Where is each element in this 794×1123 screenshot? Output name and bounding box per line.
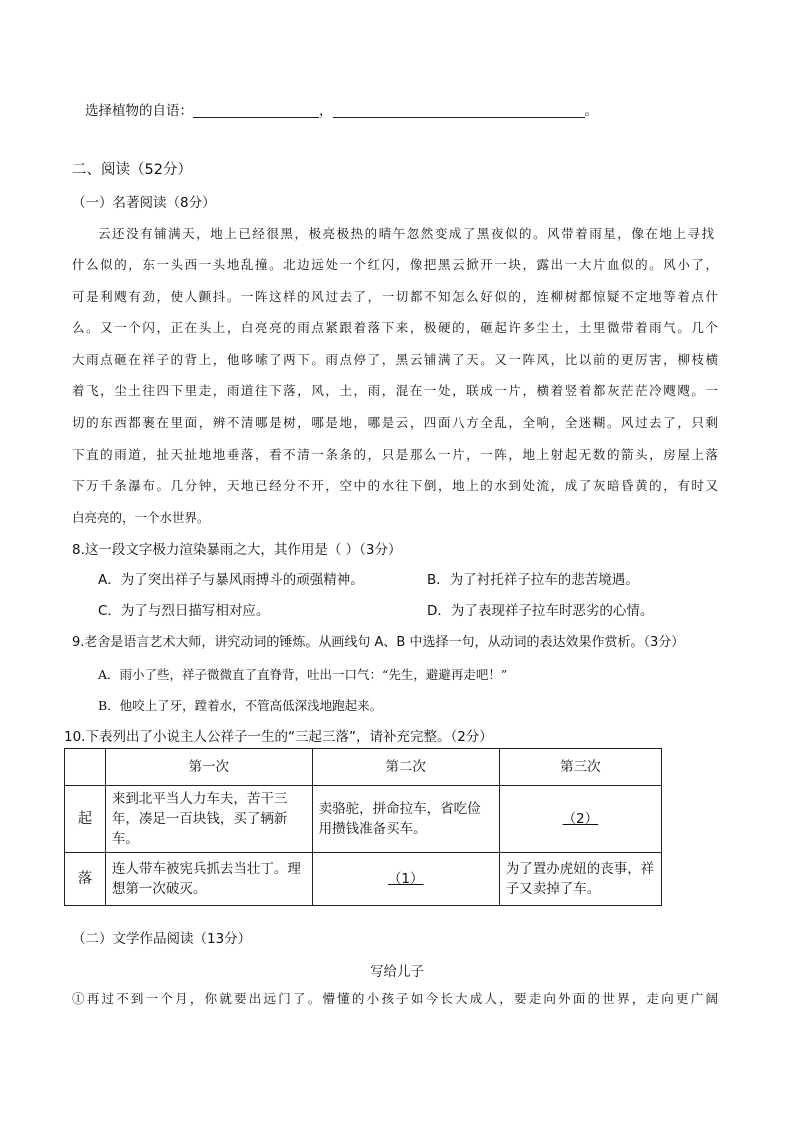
answer-blank-2[interactable] bbox=[333, 103, 585, 118]
table-header-cell: 第一次 bbox=[105, 749, 312, 786]
answer-cell-1[interactable] bbox=[312, 853, 499, 906]
table-header-cell: 第二次 bbox=[312, 749, 499, 786]
passage-line: 白亮亮的，一个水世界。 bbox=[72, 510, 210, 525]
passage-line: 下万千条瀑布。几分钟，天地已经分不开，空中的水往下倒，地上的水到处流，成了灰暗昏黄的，有时又 bbox=[72, 478, 718, 493]
intro-label: 选择植物的自语： bbox=[85, 103, 193, 119]
passage-line: 云还没有铺满天，地上已经很黑，极亮极热的晴午忽然变成了黑夜似的。风带着雨星，像在地上寻找 bbox=[98, 226, 714, 241]
table-header-cell: 第三次 bbox=[499, 749, 661, 786]
table-cell: 为了置办虎妞的丧事，祥子又卖掉了车。 bbox=[499, 853, 661, 906]
question-10-stem: 10.下表列出了小说主人公祥子一生的“三起三落”，请补充完整。（2分） bbox=[64, 729, 493, 745]
q8-option-c[interactable]: C．为了与烈日描写相对应。 bbox=[98, 603, 270, 619]
row-label-rise: 起 bbox=[65, 786, 106, 853]
essay-title: 写给儿子 bbox=[370, 964, 424, 980]
table-header-cell bbox=[65, 749, 106, 786]
passage-line: 什么似的，东一头西一头地乱撞。北边远处一个红闪，像把黑云掀开一块，露出一大片血似的。风小了， bbox=[72, 257, 718, 272]
answer-blank-1[interactable] bbox=[193, 103, 319, 118]
q8-option-a[interactable]: A．为了突出祥子与暴风雨搏斗的顽强精神。 bbox=[98, 572, 364, 588]
q9-sentence-a: A．雨小了些，祥子微微直了直脊背，吐出一口气：“先生，避避再走吧！” bbox=[98, 667, 508, 682]
q9-sentence-b: B．他咬上了牙，蹚着水，不管高低深浅地跑起来。 bbox=[98, 698, 383, 713]
answer-marker-1: （1） bbox=[387, 871, 424, 887]
intro-comma: ， bbox=[319, 103, 333, 119]
subsection-heading-2: （二）文学作品阅读（13分） bbox=[72, 931, 252, 947]
subsection-heading-1: （一）名著阅读（8分） bbox=[72, 195, 216, 211]
passage-line: 着飞，尘土往四下里走，雨道往下落，风，土，雨，混在一处，联成一片，横着竖着都灰茫茫冷飕飕。一 bbox=[72, 383, 718, 398]
answer-marker-2: （2） bbox=[562, 811, 599, 827]
plant-monologue-line bbox=[85, 102, 598, 120]
passage-line: 么。又一个闪，正在头上，白亮亮的雨点紧跟着落下来，极硬的，砸起许多尘土，土里微带着雨气。几个 bbox=[72, 320, 718, 335]
table-header-row bbox=[65, 749, 662, 786]
passage-line: 大雨点砸在祥子的背上，他哆嗦了两下。雨点停了，黑云铺满了天。又一阵风，比以前的更厉害，柳枝横 bbox=[72, 352, 718, 367]
question-9-stem: 9.老舍是语言艺术大师，讲究动词的锤炼。从画线句 A、B 中选择一句，从动词的表达效果作赏析。（3分） bbox=[72, 635, 685, 650]
answer-cell-2[interactable] bbox=[499, 786, 661, 853]
rise-fall-table bbox=[64, 748, 662, 906]
table-row bbox=[65, 786, 662, 853]
table-cell: 连人带车被宪兵抓去当壮丁。理想第一次破灭。 bbox=[105, 853, 312, 906]
essay-paragraph-1: ①再过不到一个月，你就要出远门了。懵懂的小孩子如今长大成人，要走向外面的世界，走向更广阔 bbox=[72, 991, 718, 1006]
q8-option-b[interactable]: B．为了衬托祥子拉车的悲苦境遇。 bbox=[427, 572, 639, 588]
table-cell: 来到北平当人力车夫，苦干三年，凑足一百块钱，买了辆新车。 bbox=[105, 786, 312, 853]
row-label-fall: 落 bbox=[65, 853, 106, 906]
passage-line: 切的东西都裹在里面，辨不清哪是树，哪是地，哪是云，四面八方全乱，全响，全迷糊。风过去了，只剩 bbox=[72, 415, 718, 430]
question-8-stem: 8.这一段文字极力渲染暴雨之大，其作用是（ ）（3分） bbox=[72, 542, 402, 558]
section-heading: 二、阅读（52分） bbox=[72, 162, 192, 178]
table-cell: 卖骆驼，拼命拉车，省吃俭用攒钱准备买车。 bbox=[312, 786, 499, 853]
table-row bbox=[65, 853, 662, 906]
q8-option-d[interactable]: D．为了表现祥子拉车时恶劣的心情。 bbox=[427, 603, 654, 619]
intro-period: 。 bbox=[584, 103, 598, 119]
passage-line: 可是利飕有劲，使人颤抖。一阵这样的风过去了，一切都不知怎么好似的，连柳树都惊疑不定地等着点什 bbox=[72, 289, 718, 304]
passage-line: 下直的雨道，扯天扯地地垂落，看不清一条条的，只是那么一片，一阵，地上射起无数的箭头，房屋上落 bbox=[72, 447, 718, 462]
